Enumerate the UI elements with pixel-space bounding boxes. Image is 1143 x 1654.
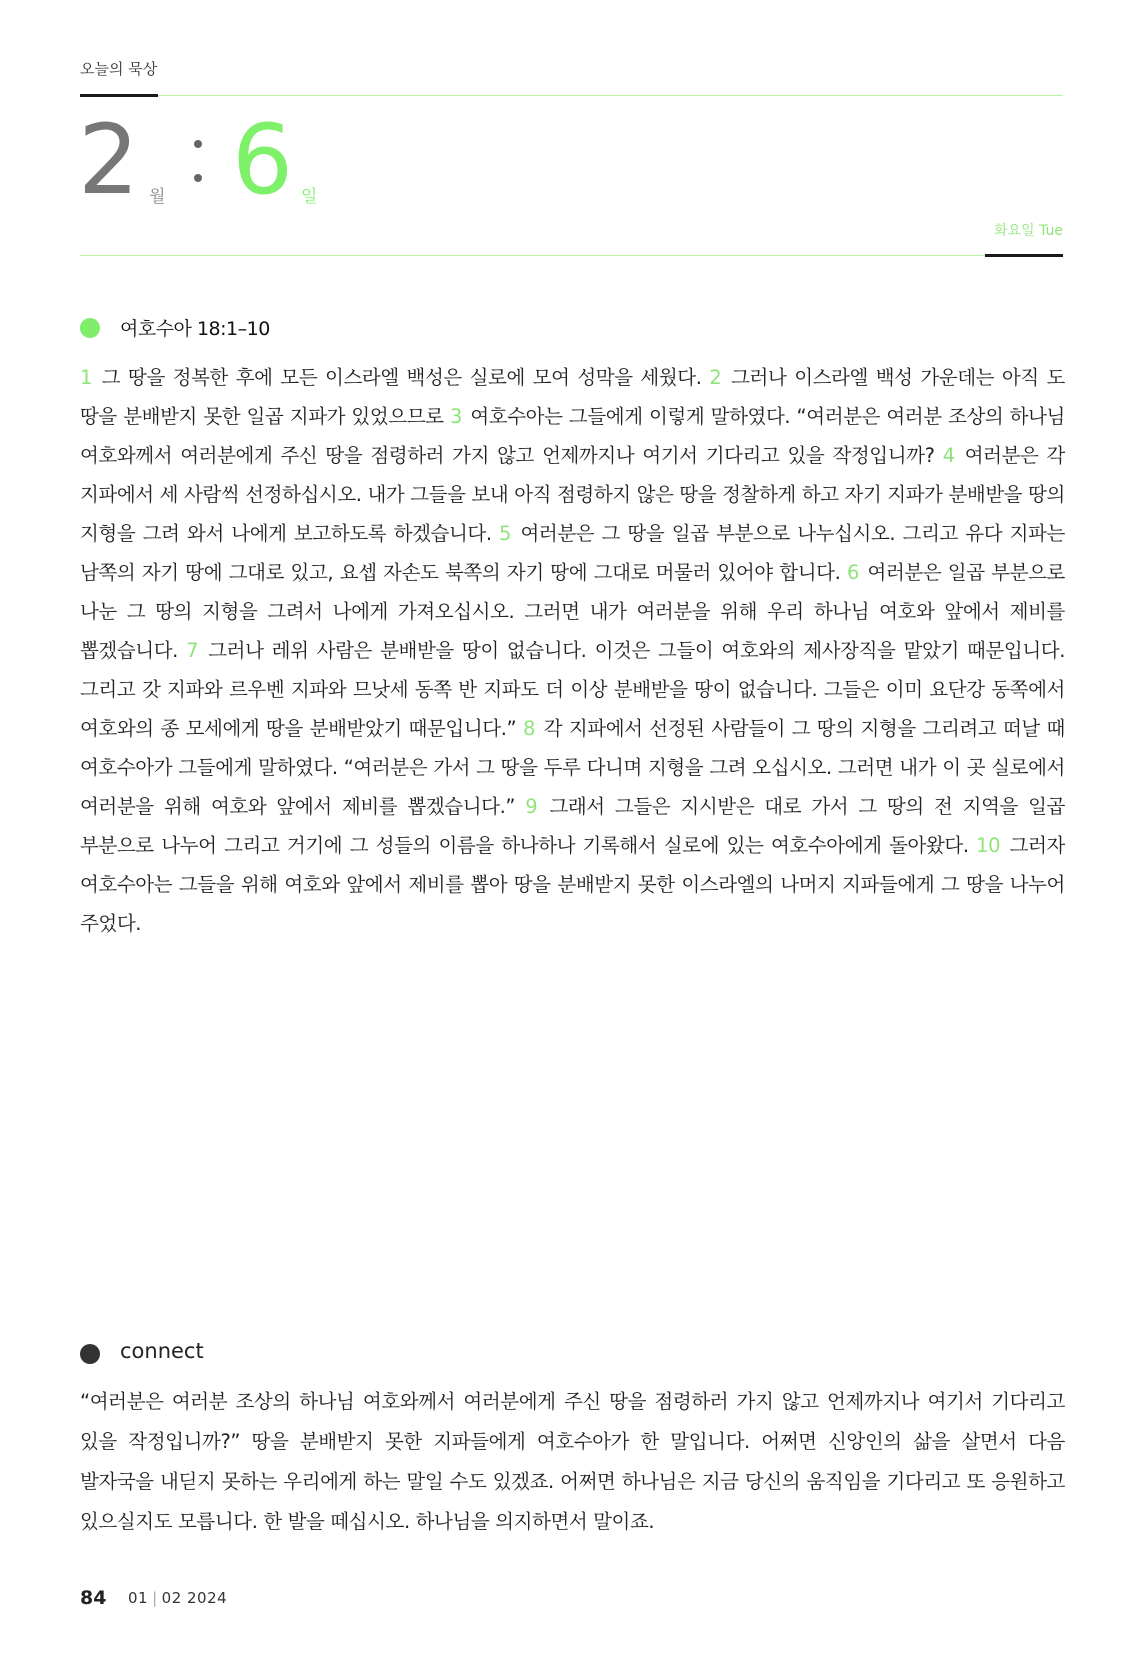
issue-year: 02 2024 xyxy=(161,1589,228,1607)
issue-divider: | xyxy=(152,1589,158,1607)
issue-month: 01 xyxy=(128,1589,149,1607)
month-unit: 월 xyxy=(149,187,166,207)
verse-text: 여호수아는 그들에게 이렇게 말하였다. “여러분은 여러분 조상의 하나님 여호와께서 여러분에게 주신 땅을 점령하러 가지 않고 언제까지나 여기서 기다리고 있을 작정입니까? xyxy=(80,405,1065,467)
verse-text: 각 지파에서 선정된 사람들이 그 땅의 지형을 그리려고 떠날 때 여호수아가 그들에게 말하였다. “여러분은 가서 그 땅을 두루 다니며 지형을 그려 오십시오. 그러면 내가 이 곳 실로에서 여러분을 위해 여호와 앞에서 제비를 뽑겠습니다.” xyxy=(80,717,1065,818)
verse-text: 여러분은 각 지파에서 세 사람씩 선정하십시오. 내가 그들을 보내 아직 점령하지 않은 땅을 정찰하게 하고 자기 지파가 분배받을 땅의 지형을 그려 와서 나에게 보고하도록 하겠습니다. xyxy=(80,444,1065,545)
header-rule xyxy=(80,95,1063,96)
date-separator xyxy=(194,140,204,186)
verse-text: 그 땅을 정복한 후에 모든 이스라엘 백성은 실로에 모여 성막을 세웠다. xyxy=(101,366,702,389)
header-rule-accent xyxy=(80,94,158,97)
verse-number: 9 xyxy=(525,795,538,818)
verse-number: 7 xyxy=(186,639,199,662)
verse-number: 10 xyxy=(976,834,1001,857)
verse-number: 2 xyxy=(709,366,722,389)
verse-text: 그러자 여호수아는 그들을 위해 여호와 앞에서 제비를 뽑아 땅을 분배받지 못한 이스라엘의 나머지 지파들에게 그 땅을 나누어 주었다. xyxy=(80,834,1065,935)
verse-number: 6 xyxy=(846,561,859,584)
connect-heading: connect xyxy=(120,1339,204,1363)
date-rule xyxy=(80,255,1063,256)
passage-reference: 여호수아 18:1–10 xyxy=(120,318,270,340)
passage-bullet-icon xyxy=(80,318,100,338)
verse-text: 여러분은 그 땅을 일곱 부분으로 나누십시오. 그리고 유다 지파는 남쪽의 자기 땅에 그대로 있고, 요셉 자손도 북쪽의 자기 땅에 그대로 머물러 있어야 합니다. xyxy=(80,522,1065,584)
passage-text xyxy=(80,358,1065,943)
verse-text: 여러분은 일곱 부분으로 나눈 그 땅의 지형을 그려서 나에게 가져오십시오. 그러면 내가 여러분을 위해 우리 하나님 여호와 앞에서 제비를 뽑겠습니다. xyxy=(80,561,1065,662)
weekday-label: 화요일 Tue xyxy=(994,223,1063,239)
verse-text: 그래서 그들은 지시받은 대로 가서 그 땅의 전 지역을 일곱 부분으로 나누어 그리고 거기에 그 성들의 이름을 하나하나 기록해서 실로에 있는 여호수아에게 돌아왔다. xyxy=(80,795,1065,857)
day-unit: 일 xyxy=(301,187,318,207)
section-label: 오늘의 묵상 xyxy=(80,60,158,78)
verse-text: 그러나 이스라엘 백성 가운데는 아직 도 땅을 분배받지 못한 일곱 지파가 있었으므로 xyxy=(80,366,1065,428)
page-number: 84 xyxy=(80,1587,107,1609)
issue-info xyxy=(128,1589,227,1607)
verse-number: 3 xyxy=(449,405,462,428)
verse-text: 그러나 레위 사람은 분배받을 땅이 없습니다. 이것은 그들이 여호와의 제사장직을 맡았기 때문입니다. 그리고 갓 지파와 르우벤 지파와 므낫세 동쪽 반 지파도 더 이상 분배받을 땅이 없습니다. 그들은 이미 요단강 동쪽에서 여호와의 종 모세에게 땅을 분배받았기 때문입니다.” xyxy=(80,639,1065,740)
day-number: 6 xyxy=(232,104,294,216)
connect-bullet-icon xyxy=(80,1344,100,1364)
verse-number: 5 xyxy=(499,522,512,545)
verse-number: 1 xyxy=(80,366,93,389)
verse-number: 4 xyxy=(942,444,955,467)
verse-number: 8 xyxy=(522,717,535,740)
month-number: 2 xyxy=(78,104,140,216)
connect-text: “여러분은 여러분 조상의 하나님 여호와께서 여러분에게 주신 땅을 점령하러 가지 않고 언제까지나 여기서 기다리고 있을 작정입니까?” 땅을 분배받지 못한 지파들에게 여호수아가 한 말입니다. 어쩌면 신앙인의 삶을 살면서 다음 발자국을 내딛지 못하는 우리에게 하는 말일 수도 있겠죠. 어쩌면 하나님은 지금 당신의 움직임을 기다리고 또 응원하고 있으실지도 모릅니다. 한 발을 떼십시오. 하나님을 의지하면서 말이죠. xyxy=(80,1390,1065,1533)
date-rule-accent xyxy=(985,254,1063,257)
